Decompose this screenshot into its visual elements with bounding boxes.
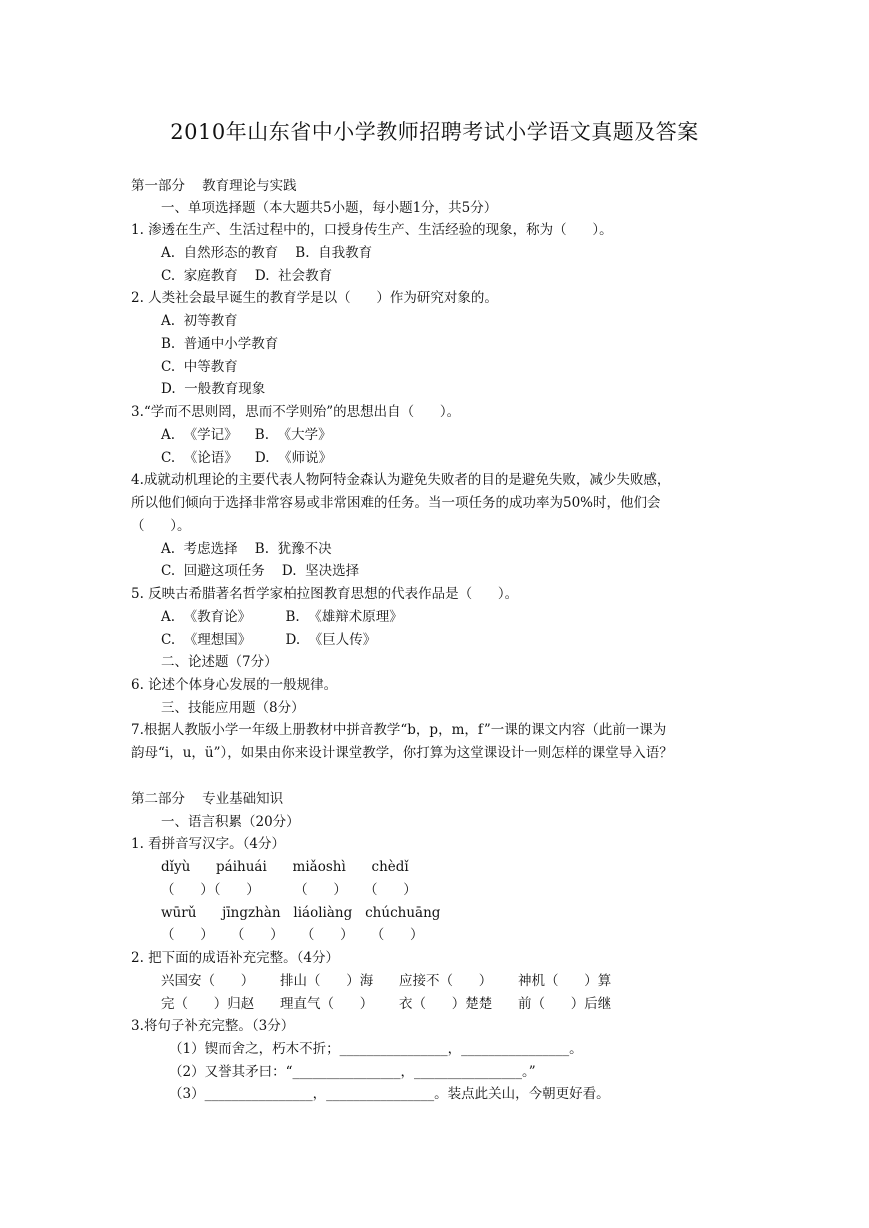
question-5-options-1: A. 《教育论》 B. 《雄辩术原理》 <box>161 609 403 625</box>
question-2: 2. 人类社会最早诞生的教育学是以（ ）作为研究对象的。 <box>131 290 498 306</box>
part1-section2-heading: 二、论述题（7分） <box>161 654 278 670</box>
question-7-line-1: 7.根据人教版小学一年级上册教材中拼音教学“b，p，m，f”一课的课文内容（此前一课为 <box>131 722 667 738</box>
question-5: 5. 反映古希腊著名哲学家柏拉图教育思想的代表作品是（ ）。 <box>131 586 519 602</box>
answer-blanks-row-2: （ ） （ ） （ ） （ ） <box>161 927 424 943</box>
question-1: 1. 渗透在生产、生活过程中的，口授身传生产、生活经验的现象，称为（ ）。 <box>131 222 613 238</box>
idioms-row-2: 完（ ）归赵 理直气（ ） 衣（ ）楚楚 前（ ）后继 <box>161 996 612 1012</box>
question-6: 6. 论述个体身心发展的一般规律。 <box>131 677 338 693</box>
part1-section3-heading: 三、技能应用题（8分） <box>161 700 305 716</box>
document-title: 2010年山东省中小学教师招聘考试小学语文真题及答案 <box>170 120 699 144</box>
question-4-options-2: C. 回避这项任务 D. 坚决选择 <box>161 563 360 579</box>
question-3-options-2: C. 《论语》 D. 《师说》 <box>161 450 333 466</box>
pinyin-row-2: wūrǔ jīngzhàn liáoliàng chúchuāng <box>161 905 441 921</box>
sentence-item-1: （1）锲而舍之，朽木不折；________________，________________。 <box>169 1041 583 1057</box>
sentence-item-2: （2）又誉其矛曰：“________________，________________。” <box>169 1064 536 1080</box>
idioms-row-1: 兴国安（ ） 排山（ ）海 应接不（ ） 神机（ ）算 <box>161 973 612 989</box>
question-2-option-d: D. 一般教育现象 <box>161 381 266 397</box>
question-3-options-1: A. 《学记》 B. 《大学》 <box>161 427 332 443</box>
question-5-options-2: C. 《理想国》 D. 《巨人传》 <box>161 632 377 648</box>
question-2-option-a: A. 初等教育 <box>161 313 238 329</box>
answer-blanks-row-1: （ ）（ ） （ ） （ ） <box>161 882 417 898</box>
question-3: 3.“学而不思则罔，思而不学则殆”的思想出自（ ）。 <box>131 404 461 420</box>
question-4-line-2: 所以他们倾向于选择非常容易或非常困难的任务。当一项任务的成功率为50%时，他们会 <box>131 495 661 511</box>
part2-question-1: 1. 看拼音写汉字。（4分） <box>131 836 286 852</box>
question-2-option-b: B. 普通中小学教育 <box>161 336 279 352</box>
question-4-line-1: 4.成就动机理论的主要代表人物阿特金森认为避免失败者的目的是避免失败，减少失败感， <box>131 472 671 488</box>
part2-heading: 第二部分 专业基础知识 <box>131 791 284 807</box>
question-4-options-1: A. 考虑选择 B. 犹豫不决 <box>161 541 332 557</box>
part1-section1-heading: 一、单项选择题（本大题共5小题，每小题1分，共5分） <box>161 200 498 216</box>
question-7-line-2: 韵母“i，u，ü”），如果由你来设计课堂教学，你打算为这堂课设计一则怎样的课堂导入语？ <box>131 745 673 761</box>
question-1-options-1: A. 自然形态的教育 B. 自我教育 <box>161 245 373 261</box>
question-1-options-2: C. 家庭教育 D. 社会教育 <box>161 268 333 284</box>
question-4-line-3: （ ）。 <box>131 518 191 534</box>
part2-question-3: 3.将句子补充完整。（3分） <box>131 1018 295 1034</box>
part2-question-2: 2. 把下面的成语补充完整。（4分） <box>131 950 340 966</box>
pinyin-row-1: dǐyù páihuái miǎoshì chèdǐ <box>161 859 409 875</box>
question-2-option-c: C. 中等教育 <box>161 359 238 375</box>
sentence-item-3: （3）________________，________________。装点此关山，今朝更好看。 <box>169 1086 610 1102</box>
part2-section1-heading: 一、语言积累（20分） <box>161 814 300 830</box>
part1-heading: 第一部分 教育理论与实践 <box>131 178 297 194</box>
